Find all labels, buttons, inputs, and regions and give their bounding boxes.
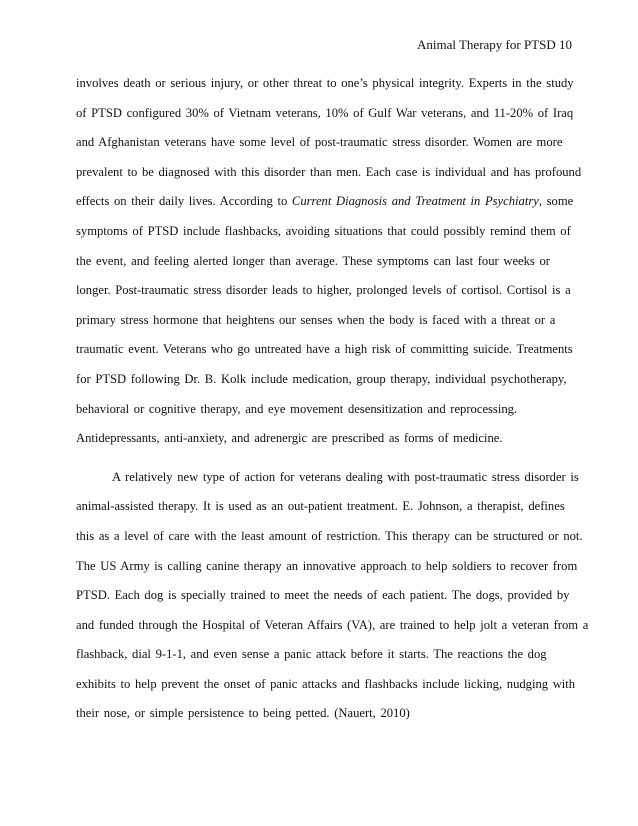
text-line-indented: A relatively new type of action for veterans dealing with post-traumatic stress disorder is xyxy=(112,469,579,484)
text-line: traumatic event. Veterans who go untreated have a high risk of committing suicide. Treatments xyxy=(76,342,573,357)
text-line: and Afghanistan veterans have some level of post-traumatic stress disorder. Women are more xyxy=(76,135,563,150)
text-line: animal-assisted therapy. It is used as an out-patient treatment. E. Johnson, a therapist, defines xyxy=(76,499,565,514)
text-line: involves death or serious injury, or other threat to one’s physical integrity. Experts in the study xyxy=(76,76,574,90)
text-line: behavioral or cognitive therapy, and eye movement desensitization and reprocessing. xyxy=(76,401,518,416)
paragraph-1 xyxy=(76,69,582,454)
paragraph-2 xyxy=(76,463,589,729)
text-line: this as a level of care with the least amount of restriction. This therapy can be structured or not. xyxy=(76,528,583,543)
text-line: Antidepressants, anti-anxiety, and adrenergic are prescribed as forms of medicine. xyxy=(76,431,503,446)
text-line: longer. Post-traumatic stress disorder leads to higher, prolonged levels of cortisol. Cortisol is a xyxy=(76,283,571,298)
text-line: symptoms of PTSD include flashbacks, avoiding situations that could possibly remind them of xyxy=(76,223,571,238)
text-line: prevalent to be diagnosed with this disorder than men. Each case is individual and has profound xyxy=(76,164,582,179)
text-line-with-citation xyxy=(76,187,576,217)
text-line: flashback, dial 9-1-1, and even sense a panic attack before it starts. The reactions the dog xyxy=(76,647,547,662)
text-line: The US Army is calling canine therapy an innovative approach to help soldiers to recover from xyxy=(76,558,578,573)
book-title: Current Diagnosis and Treatment in Psychiatry xyxy=(291,194,539,209)
text-segment: effects on their daily lives. According to xyxy=(76,194,292,209)
running-head: Animal Therapy for PTSD 10 xyxy=(416,37,572,52)
text-line: exhibits to help prevent the onset of panic attacks and flashbacks include licking, nudging with xyxy=(76,676,576,691)
text-line: of PTSD configured 30% of Vietnam veterans, 10% of Gulf War veterans, and 11-20% of Iraq xyxy=(76,105,574,120)
text-line: the event, and feeling alerted longer than average. These symptoms can last four weeks or xyxy=(76,253,550,268)
text-line: their nose, or simple persistence to being petted. (Nauert, 2010) xyxy=(76,706,410,721)
text-line: PTSD. Each dog is specially trained to meet the needs of each patient. The dogs, provided by xyxy=(76,588,570,603)
text-line: and funded through the Hospital of Veteran Affairs (VA), are trained to help jolt a veteran from a xyxy=(76,617,589,632)
body-text xyxy=(76,69,589,729)
text-line: for PTSD following Dr. B. Kolk include medication, group therapy, individual psychotherapy, xyxy=(76,371,567,386)
text-line: primary stress hormone that heightens our senses when the body is faced with a threat or a xyxy=(76,312,556,327)
paragraph-spacer xyxy=(76,454,576,463)
text-segment: , some xyxy=(538,194,574,209)
